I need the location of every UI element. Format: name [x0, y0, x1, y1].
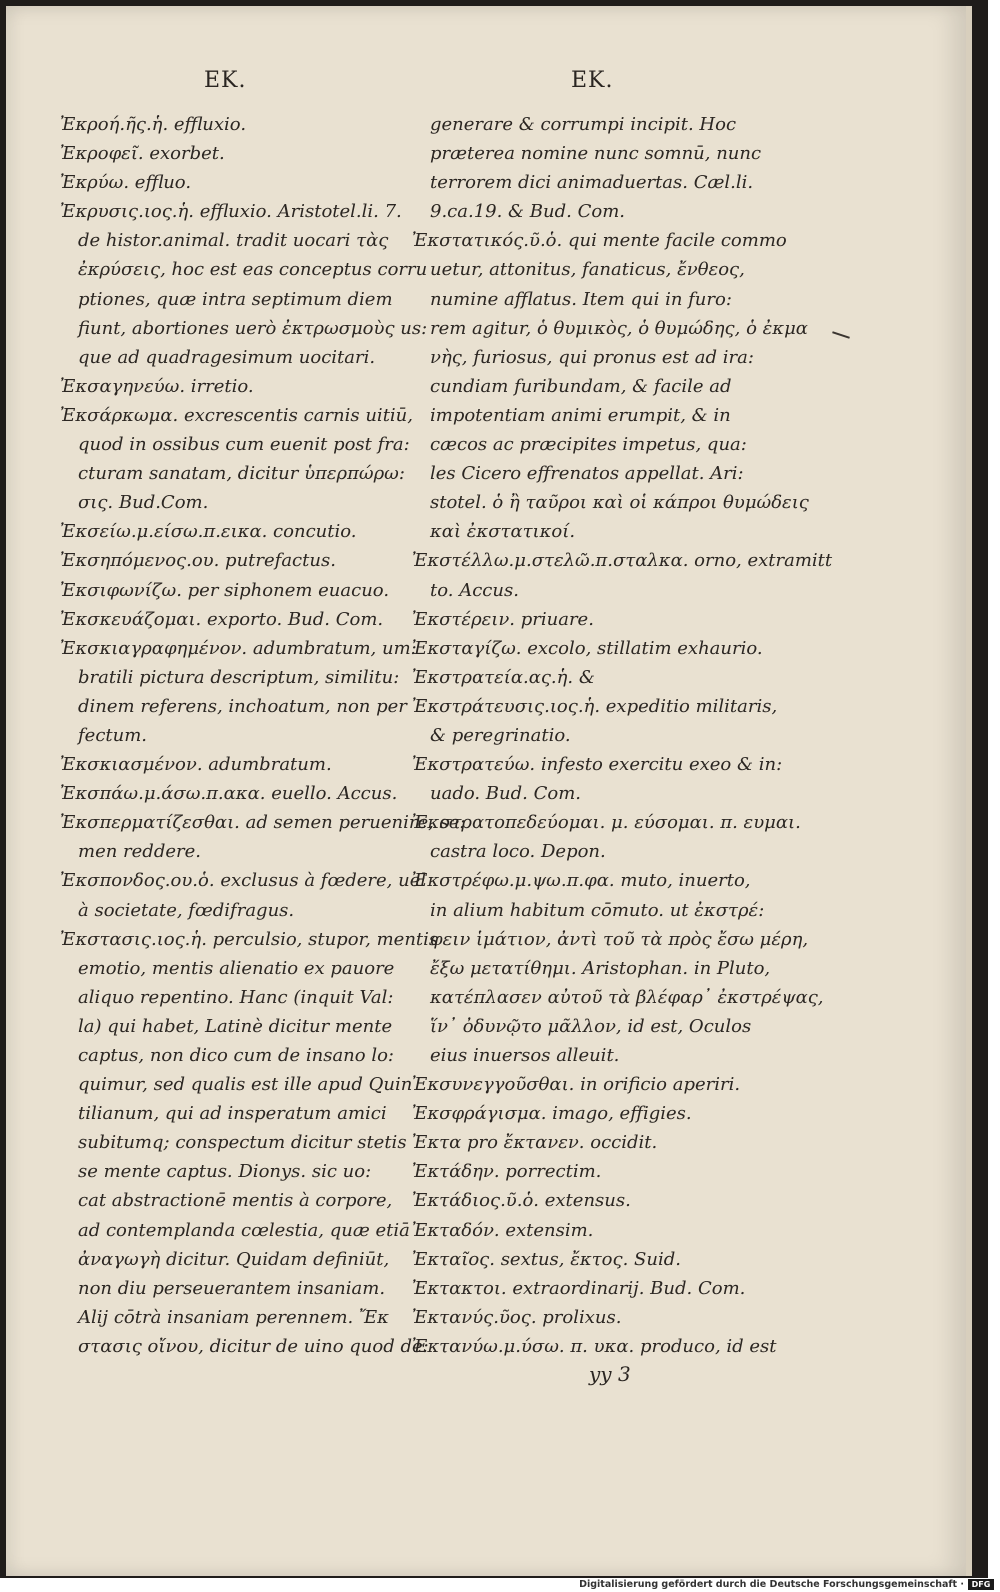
text-line: fiunt, abortiones uerò ἐκτρωσμοὺς us: [78, 317, 428, 339]
text-line: Ἐκρύω. effluo. [60, 172, 192, 194]
text-line: στασις οἴνου, dicitur de uino quod de: [78, 1335, 429, 1357]
signature-mark: yy 3 [589, 1362, 631, 1386]
text-line: Ἐκσηπόμενος.ου. putrefactus. [60, 550, 336, 572]
text-line: subitumq; conspectum dicitur stetis [78, 1132, 407, 1154]
text-line: ἀναγωγὴ dicitur. Quidam definiūt, [78, 1248, 390, 1270]
text-line: Ἐκροφεῖ. exorbet. [60, 143, 225, 165]
text-line: Ἐκστρέφω.μ.ψω.π.φα. muto, inuerto, [412, 870, 751, 892]
text-line: καὶ ἐκστατικοί. [430, 521, 576, 543]
text-line: rem agitur, ὁ θυμικὸς, ὁ θυμώδης, ὁ ἐκμα [430, 317, 808, 339]
text-line: Ἐκσιφωνίζω. per siphonem euacuo. [60, 579, 390, 601]
text-line: Ἐκσκευάζομαι. exporto. Bud. Com. [60, 608, 384, 630]
text-line: impotentiam animi erumpit, & in [430, 404, 731, 426]
text-line: Ἐκτάδιος.ῦ.ὁ. extensus. [412, 1190, 631, 1212]
text-line: tilianum, qui ad insperatum amici [78, 1103, 387, 1125]
text-line: emotio, mentis alienatio ex pauore [78, 957, 395, 979]
text-line: la) qui habet, Latinè dicitur mente [78, 1015, 393, 1037]
text-line: cturam sanatam, dicitur ὑπερπώρω: [78, 463, 405, 485]
text-line: eius inuersos alleuit. [430, 1045, 620, 1066]
left-column [60, 110, 466, 1361]
text-line: Ἐκτανύς.ῦος. prolixus. [412, 1306, 622, 1328]
text-line: men reddere. [78, 841, 201, 863]
dfg-logo-icon: DFG [968, 1579, 994, 1590]
text-line: Ἐκσαγηνεύω. irretio. [60, 375, 254, 397]
text-line: φειν ἱμάτιον, ἀντὶ τοῦ τὰ πρὸς ἔσω μέρη, [430, 928, 809, 950]
text-line: numine afflatus. Item qui in furo: [430, 288, 732, 310]
text-line: stotel. ὁ ἢ ταῦροι καὶ οἱ κάπροι θυμώδεις [430, 492, 809, 514]
text-line: Ἐκσπάω.μ.άσω.π.ακα. euello. Accus. [60, 783, 398, 805]
text-line: Ἐκροή.ῆς.ἡ. effluxio. [60, 114, 247, 135]
text-line: Ἐκτακτοι. extraordinarij. Bud. Com. [412, 1277, 746, 1299]
text-line: ad contemplanda cœlestia, quæ etiā [78, 1219, 410, 1241]
text-line: generare & corrumpi incipit. Hoc [430, 114, 737, 135]
text-line: in alium habitum cōmuto. ut ἐκστρέ: [430, 899, 765, 921]
text-line: Ἐκσφράγισμα. imago, effigies. [412, 1103, 692, 1125]
text-line: Ἐκταδόν. extensim. [412, 1219, 594, 1241]
text-line: ptiones, quæ intra septimum diem [78, 288, 393, 310]
text-line: de histor.animal. tradit uocari τὰς [78, 230, 389, 252]
text-line: quimur, sed qualis est ille apud Quin [78, 1074, 413, 1096]
text-line: to. Accus. [430, 579, 519, 601]
text-line: Ἐκτανύω.μ.ύσω. π. υκα. produco, id est [412, 1335, 777, 1357]
right-column [412, 110, 833, 1361]
text-line: Ἐκτα pro ἔκτανεν. occidit. [412, 1132, 658, 1154]
text-line: cundiam furibundam, & facile ad [430, 375, 732, 397]
running-header-left: EK. [204, 68, 247, 93]
text-line: Ἐκσταγίζω. excolo, stillatim exhaurio. [412, 637, 763, 659]
text-line: dinem referens, inchoatum, non per [78, 695, 407, 717]
text-line: Ἐκστασις.ιος.ἡ. perculsio, stupor, mentis [60, 928, 439, 950]
text-line: Alij cōtrà insaniam perennem. Ἔκ [78, 1306, 389, 1328]
text-line: σις. Bud.Com. [78, 492, 209, 514]
text-line: 9.ca.19. & Bud. Com. [430, 201, 625, 223]
text-line: terrorem dici animaduertas. Cæl.li. [430, 172, 754, 194]
footer-credit: Digitalisierung gefördert durch die Deutsche Forschungsgemeinschaft · [579, 1579, 964, 1590]
text-line: cat abstractionē mentis à corpore, [78, 1190, 393, 1212]
text-line: Ἐκστέλλω.μ.στελῶ.π.σταλκα. orno, extramitt [412, 550, 833, 572]
text-line: præterea nomine nunc somnū, nunc [430, 143, 762, 165]
text-line: Ἐκσκιασμένον. adumbratum. [60, 754, 332, 776]
text-line: Ἐκσπονδος.ου.ὁ. exclusus à fœdere, uel [60, 870, 427, 892]
text-line: cæcos ac præcipites impetus, qua: [430, 434, 747, 456]
text-line: uado. Bud. Com. [430, 783, 581, 805]
text-line: les Cicero effrenatos appellat. Ari: [430, 463, 744, 485]
text-line: Ἐκστατικός.ῦ.ὁ. qui mente facile commo [412, 230, 787, 252]
text-line: castra loco. Depon. [430, 841, 606, 863]
text-line: Ἐκρυσις.ιος.ἡ. effluxio. Aristotel.li. 7. [60, 201, 402, 223]
text-line: Ἐκσείω.μ.είσω.π.εικα. concutio. [60, 521, 357, 543]
text-line: κατέπλασεν αὐτοῦ τὰ βλέφαρ᾽ ἐκστρέψας, [430, 986, 824, 1008]
running-header-right: EK. [571, 68, 614, 93]
text-line: ἵν᾽ ὀδυνῷτο μᾶλλον, id est, Oculos [430, 1015, 752, 1037]
text-line: non diu perseuerantem insaniam. [78, 1277, 386, 1299]
text-line: ἐκρύσεις, hoc est eas conceptus corru [78, 259, 428, 281]
text-line: fectum. [78, 724, 148, 746]
text-line: captus, non dico cum de insano lo: [78, 1045, 394, 1066]
text-line: Ἐκτάδην. porrectim. [412, 1161, 602, 1183]
text-line: & peregrinatio. [430, 724, 571, 746]
text-line: Ἐκστρατεία.ας.ἡ. & [412, 666, 595, 688]
text-line: Ἐκστρατεύω. infesto exercitu exeo & in: [412, 754, 783, 776]
text-line: uetur, attonitus, fanaticus, ἔνθεος, [430, 259, 745, 281]
text-line: se mente captus. Dionys. sic uo: [78, 1161, 372, 1183]
text-line: à societate, fœdifragus. [78, 899, 295, 921]
text-line: Ἐκστέρειν. priuare. [412, 608, 594, 630]
text-line: Ἐκσυνεγγοῦσθαι. in orificio aperiri. [412, 1074, 741, 1096]
text-line: que ad quadragesimum uocitari. [78, 346, 376, 368]
text-line: Ἐκστράτευσις.ιος.ἡ. expeditio militaris, [412, 695, 778, 717]
text-line: Ἐκστρατοπεδεύομαι. μ. εύσομαι. π. ευμαι. [412, 812, 801, 834]
text-line: Ἐκταῖος. sextus, ἔκτος. Suid. [412, 1248, 681, 1270]
text-line: νὴς, furiosus, qui pronus est ad ira: [430, 346, 754, 368]
text-line: ἔξω μετατίθημι. Aristophan. in Pluto, [430, 957, 771, 979]
text-line: Ἐκσπερματίζεσθαι. ad semen peruenire, se: [60, 812, 466, 834]
text-line: quod in ossibus cum euenit post fra: [78, 434, 410, 456]
text-line: aliquo repentino. Hanc (inquit Val: [78, 986, 394, 1008]
text-line: Ἐκσάρκωμα. excrescentis carnis uitiū, [60, 404, 413, 426]
text-line: bratili pictura descriptum, similitu: [78, 666, 400, 688]
text-line: Ἐκσκιαγραφημένον. adumbratum, um: [60, 637, 417, 659]
